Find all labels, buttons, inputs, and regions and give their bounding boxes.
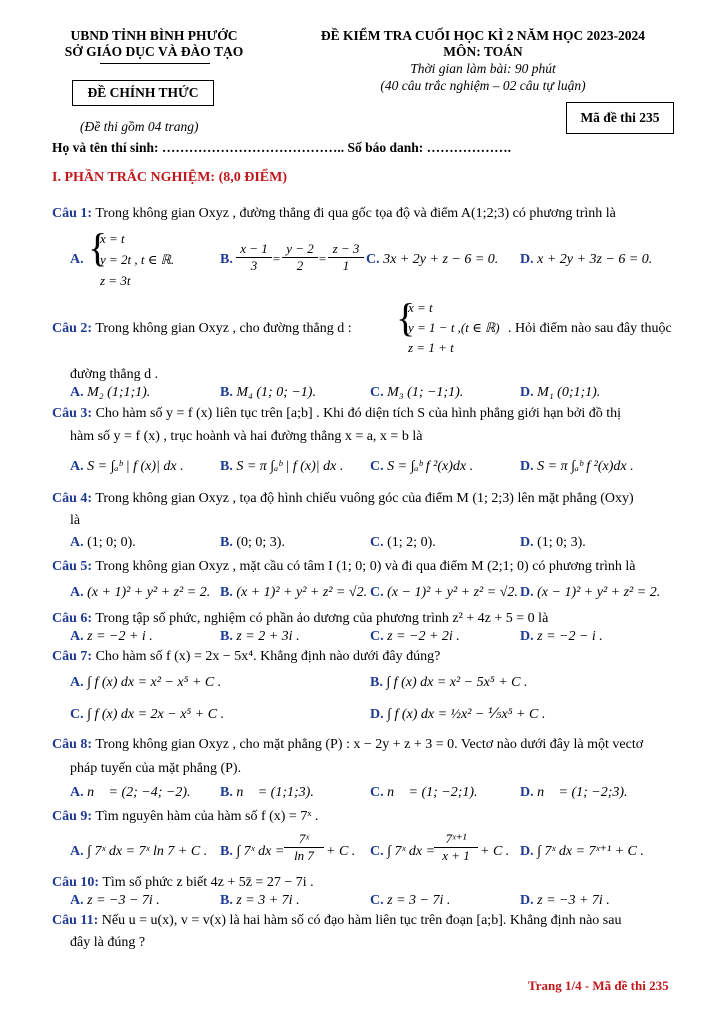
option-c-label: C.: [370, 585, 384, 600]
question-text-cont: . Hỏi điểm nào sau đây thuộc: [508, 321, 672, 336]
department-name: SỞ GIÁO DỤC VÀ ĐÀO TẠO: [64, 44, 244, 59]
question-text: Trong không gian Oxyz , mặt cầu có tâm I (1; 0; 0) và đi qua điểm M (2;1; 0) có phương trình là: [95, 559, 636, 574]
option-b: [220, 384, 316, 402]
option-d-text: (x − 1)² + y² + z² = 2.: [537, 585, 661, 600]
option-b-text: (0; 0; 3).: [236, 535, 285, 550]
option-b-suffix: + C .: [326, 844, 356, 859]
question-text: Trong không gian Oxyz , đường thẳng đi qua gốc tọa độ và điểm A(1;2;3) có phương trình là: [95, 206, 616, 221]
question-text: Trong không gian Oxyz , cho đường thẳng d :: [95, 321, 352, 336]
question-1: [52, 205, 616, 223]
question-text: Tìm số phức z biết 4z + 5z̄ = 27 − 7i .: [102, 875, 314, 890]
option-d-label: D.: [520, 252, 534, 267]
question-9: [52, 808, 318, 826]
option-b: [220, 784, 314, 802]
equals-sign: =: [318, 251, 327, 266]
option-c-text: z = −2 + 2i .: [387, 629, 460, 644]
option-d-label: D.: [520, 385, 534, 400]
numerator: 7ˣ: [284, 831, 324, 848]
option-c-label: C.: [366, 252, 380, 267]
option-d: [520, 843, 644, 861]
option-c-label: C.: [370, 893, 384, 908]
system-brace: {: [396, 295, 416, 340]
option-d-text: x + 2y + 3z − 6 = 0.: [537, 252, 653, 267]
option-c-label: C.: [370, 844, 384, 859]
option-d: [520, 628, 603, 646]
option-d: [520, 892, 610, 910]
system-line2: y = 1 − t ,(t ∈ ℝ): [408, 320, 500, 335]
pages-note: (Đề thi gồm 04 trang): [80, 119, 199, 134]
question-text: Nếu u = u(x), v = v(x) là hai hàm số có đạo hàm liên tục trên đoạn [a;b]. Khẳng định nào sau: [101, 913, 622, 928]
fraction: [236, 241, 272, 274]
numerator: z − 3: [328, 241, 364, 258]
option-b-label: B.: [220, 459, 233, 474]
option-b-label: B.: [220, 252, 233, 267]
option-d-label: D.: [520, 893, 534, 908]
option-b-label: B.: [220, 585, 233, 600]
question-label: Câu 1:: [52, 206, 93, 221]
fraction: [328, 241, 364, 274]
option-a-text: ∫ f (x) dx = x² − x⁵ + C .: [87, 675, 222, 690]
option-d-label: D.: [520, 629, 534, 644]
authority-name: UBND TỈNH BÌNH PHƯỚC: [70, 28, 238, 43]
official-exam-box: ĐỀ CHÍNH THỨC: [72, 80, 214, 106]
option-d-text: S = π ∫ₐᵇ f ²(x)dx .: [537, 459, 634, 474]
question-label: Câu 4:: [52, 491, 93, 506]
option-b-text: M₄ (1; 0; −1).: [236, 385, 316, 400]
option-d-text: ∫ 7ˣ dx = 7ˣ⁺¹ + C .: [537, 844, 644, 859]
header-divider: [100, 63, 210, 64]
option-a-label: A.: [70, 535, 84, 550]
question-label: Câu 11:: [52, 913, 99, 928]
page-footer: Trang 1/4 - Mã đề thi 235: [528, 978, 669, 993]
question-text: Trong không gian Oxyz , tọa độ hình chiếu vuông góc của điểm M (1; 2;3) lên mặt phẳng (Oxy): [95, 491, 634, 506]
question-text-line2: hàm số y = f (x) , trục hoành và hai đường thẳng x = a, x = b là: [70, 429, 423, 444]
option-a: [70, 534, 136, 552]
question-text-line2: đây là đúng ?: [70, 935, 146, 950]
option-c-text: (1; 2; 0).: [387, 535, 436, 550]
option-d: [520, 784, 628, 802]
option-a-text: M₂ (1;1;1).: [87, 385, 151, 400]
question-text: Trong không gian Oxyz , cho mặt phẳng (P) : x − 2y + z + 3 = 0. Vectơ nào dưới đây là một vectơ: [95, 737, 644, 752]
option-a: [70, 458, 184, 476]
option-b: [220, 843, 284, 861]
fraction: [434, 831, 478, 864]
question-label: Câu 7:: [52, 649, 93, 664]
option-b: [220, 458, 343, 476]
option-b: [220, 584, 367, 602]
option-a-text: S = ∫ₐᵇ | f (x)| dx .: [87, 459, 184, 474]
question-label: Câu 8:: [52, 737, 93, 752]
question-text: Tìm nguyên hàm của hàm số f (x) = 7ˣ .: [95, 809, 319, 824]
option-c: [370, 628, 460, 646]
option-c-text: 3x + 2y + z − 6 = 0.: [383, 252, 499, 267]
option-a-line1: x = t: [100, 231, 125, 246]
numerator: x − 1: [236, 241, 272, 258]
option-a-label: A.: [70, 252, 84, 267]
exam-subject: MÔN: TOÁN: [443, 44, 523, 59]
option-d-label: D.: [370, 707, 384, 722]
option-c-suffix: + C .: [480, 844, 510, 859]
numerator: y − 2: [282, 241, 318, 258]
option-b: [220, 628, 300, 646]
denominator: 1: [342, 258, 350, 273]
option-c-text: z = 3 − 7i .: [387, 893, 451, 908]
option-d-label: D.: [520, 844, 534, 859]
option-c-text: ∫ 7ˣ dx =: [387, 844, 436, 859]
option-b-text: z = 3 + 7i .: [236, 893, 300, 908]
option-b-label: B.: [370, 675, 383, 690]
option-b-text: n⃗ = (1;1;3).: [236, 785, 314, 800]
option-b-label: B.: [220, 893, 233, 908]
option-d-label: D.: [520, 459, 534, 474]
option-c: [370, 534, 436, 552]
option-c: [370, 584, 518, 602]
denominator: x + 1: [442, 848, 470, 863]
option-a: [70, 674, 221, 692]
question-text-line2: đường thẳng d .: [70, 367, 159, 382]
option-d-label: D.: [520, 785, 534, 800]
option-b-label: B.: [220, 535, 233, 550]
question-10: [52, 874, 314, 892]
option-d: [520, 534, 586, 552]
question-text: Cho hàm số f (x) = 2x − 5x⁴. Khẳng định nào dưới đây đúng?: [95, 649, 441, 664]
student-info-line: Họ và tên thí sinh: ………………………………….. Số báo danh: ……………….: [52, 140, 512, 155]
option-a-text: ∫ 7ˣ dx = 7ˣ ln 7 + C .: [87, 844, 208, 859]
option-d: [520, 458, 634, 476]
option-b-label: B.: [220, 629, 233, 644]
option-c-text: ∫ f (x) dx = 2x − x⁵ + C .: [87, 707, 225, 722]
fraction: [282, 241, 318, 274]
option-a: [70, 892, 160, 910]
question-label: Câu 6:: [52, 611, 93, 626]
option-a: [70, 584, 210, 602]
option-a-label: A.: [70, 785, 84, 800]
exam-duration: Thời gian làm bài: 90 phút: [410, 61, 556, 76]
option-c: [370, 843, 435, 861]
option-b: [220, 534, 285, 552]
option-d-text: z = −2 − i .: [537, 629, 603, 644]
option-b-text: ∫ f (x) dx = x² − 5x⁵ + C .: [386, 675, 528, 690]
option-d: [520, 251, 652, 269]
denominator: 2: [296, 258, 304, 273]
question-label: Câu 9:: [52, 809, 93, 824]
option-d: [520, 384, 600, 402]
section-title: I. PHẦN TRẮC NGHIỆM: (8,0 ĐIỂM): [52, 170, 288, 185]
denominator: 3: [250, 258, 258, 273]
option-c-label: C.: [370, 785, 384, 800]
question-label: Câu 5:: [52, 559, 93, 574]
option-c-label: C.: [70, 707, 84, 722]
option-c-text: n⃗ = (1; −2;1).: [387, 785, 478, 800]
question-5: [52, 558, 635, 576]
option-c: [370, 384, 463, 402]
option-a-line3: z = 3t: [100, 273, 131, 288]
option-c: [366, 251, 498, 269]
option-a: [70, 843, 207, 861]
option-a-text: z = −2 + i .: [87, 629, 153, 644]
option-b: [220, 892, 300, 910]
option-d-text: ∫ f (x) dx = ½x² − ⅕x⁵ + C .: [387, 707, 546, 722]
option-d-text: n⃗ = (1; −2;3).: [537, 785, 628, 800]
question-4: [52, 490, 634, 508]
equals-sign: =: [272, 251, 281, 266]
question-2: [52, 320, 352, 338]
exam-structure: (40 câu trắc nghiệm – 02 câu tự luận): [380, 78, 586, 93]
option-b-label: B.: [220, 785, 233, 800]
option-c: [370, 784, 478, 802]
option-d: [370, 706, 545, 724]
question-11: [52, 912, 621, 930]
option-b-label: B.: [220, 844, 233, 859]
option-a: [70, 784, 191, 802]
option-a-label: A.: [70, 675, 84, 690]
question-6: [52, 610, 548, 628]
question-text: Trong tập số phức, nghiệm có phần ảo dương của phương trình z² + 4z + 5 = 0 là: [95, 611, 549, 626]
option-c-label: C.: [370, 385, 384, 400]
fraction: [284, 831, 324, 864]
option-b: [370, 674, 528, 692]
option-c-label: C.: [370, 535, 384, 550]
denominator: ln 7: [294, 848, 314, 863]
option-d-text: (1; 0; 3).: [537, 535, 586, 550]
option-a-label: A.: [70, 385, 84, 400]
system-line1: x = t: [408, 300, 433, 315]
option-d-text: M₁ (0;1;1).: [537, 385, 601, 400]
option-a-label: A.: [70, 585, 84, 600]
question-label: Câu 10:: [52, 875, 100, 890]
option-d-text: z = −3 + 7i .: [537, 893, 610, 908]
exam-code-box: Mã đề thi 235: [566, 102, 674, 134]
option-c-label: C.: [370, 459, 384, 474]
question-label: Câu 2:: [52, 321, 93, 336]
option-a-label: A.: [70, 629, 84, 644]
option-b-text: ∫ 7ˣ dx =: [236, 844, 285, 859]
option-c-text: (x − 1)² + y² + z² = √2.: [387, 585, 518, 600]
question-text-line2: là: [70, 513, 81, 528]
option-b-label: B.: [220, 385, 233, 400]
option-c-text: M₃ (1; −1;1).: [387, 385, 464, 400]
system-brace: {: [88, 225, 108, 270]
option-b-text: S = π ∫ₐᵇ | f (x)| dx .: [236, 459, 344, 474]
option-a: [70, 384, 150, 402]
option-a-label: A.: [70, 459, 84, 474]
question-8: [52, 736, 643, 754]
question-text: Cho hàm số y = f (x) liên tục trên [a;b] . Khi đó diện tích S của hình phẳng giới hạn bởi đồ thị: [95, 406, 622, 421]
question-label: Câu 3:: [52, 406, 93, 421]
option-a-text: (x + 1)² + y² + z² = 2.: [87, 585, 211, 600]
option-a-label: A.: [70, 844, 84, 859]
question-text-line2: pháp tuyến của mặt phẳng (P).: [70, 761, 242, 776]
option-c-text: S = ∫ₐᵇ f ²(x)dx .: [387, 459, 474, 474]
option-a-text: (1; 0; 0).: [87, 535, 136, 550]
option-c: [70, 706, 224, 724]
option-a-text: n⃗ = (2; −4; −2).: [87, 785, 191, 800]
question-3: [52, 405, 621, 423]
option-a: [70, 628, 153, 646]
option-b-text: z = 2 + 3i .: [236, 629, 300, 644]
exam-title: ĐỀ KIỂM TRA CUỐI HỌC KÌ 2 NĂM HỌC 2023-2024: [320, 28, 646, 43]
option-b-text: (x + 1)² + y² + z² = √2.: [236, 585, 368, 600]
option-a-label: A.: [70, 893, 84, 908]
option-d: [520, 584, 660, 602]
system-line3: z = 1 + t: [408, 340, 454, 355]
option-d-label: D.: [520, 535, 534, 550]
option-a-line2: y = 2t , t ∈ ℝ.: [100, 252, 175, 267]
option-c: [370, 892, 450, 910]
numerator: 7ˣ⁺¹: [434, 831, 478, 848]
question-7: [52, 648, 440, 666]
option-c: [370, 458, 473, 476]
option-d-label: D.: [520, 585, 534, 600]
option-a-text: z = −3 − 7i .: [87, 893, 160, 908]
option-c-label: C.: [370, 629, 384, 644]
